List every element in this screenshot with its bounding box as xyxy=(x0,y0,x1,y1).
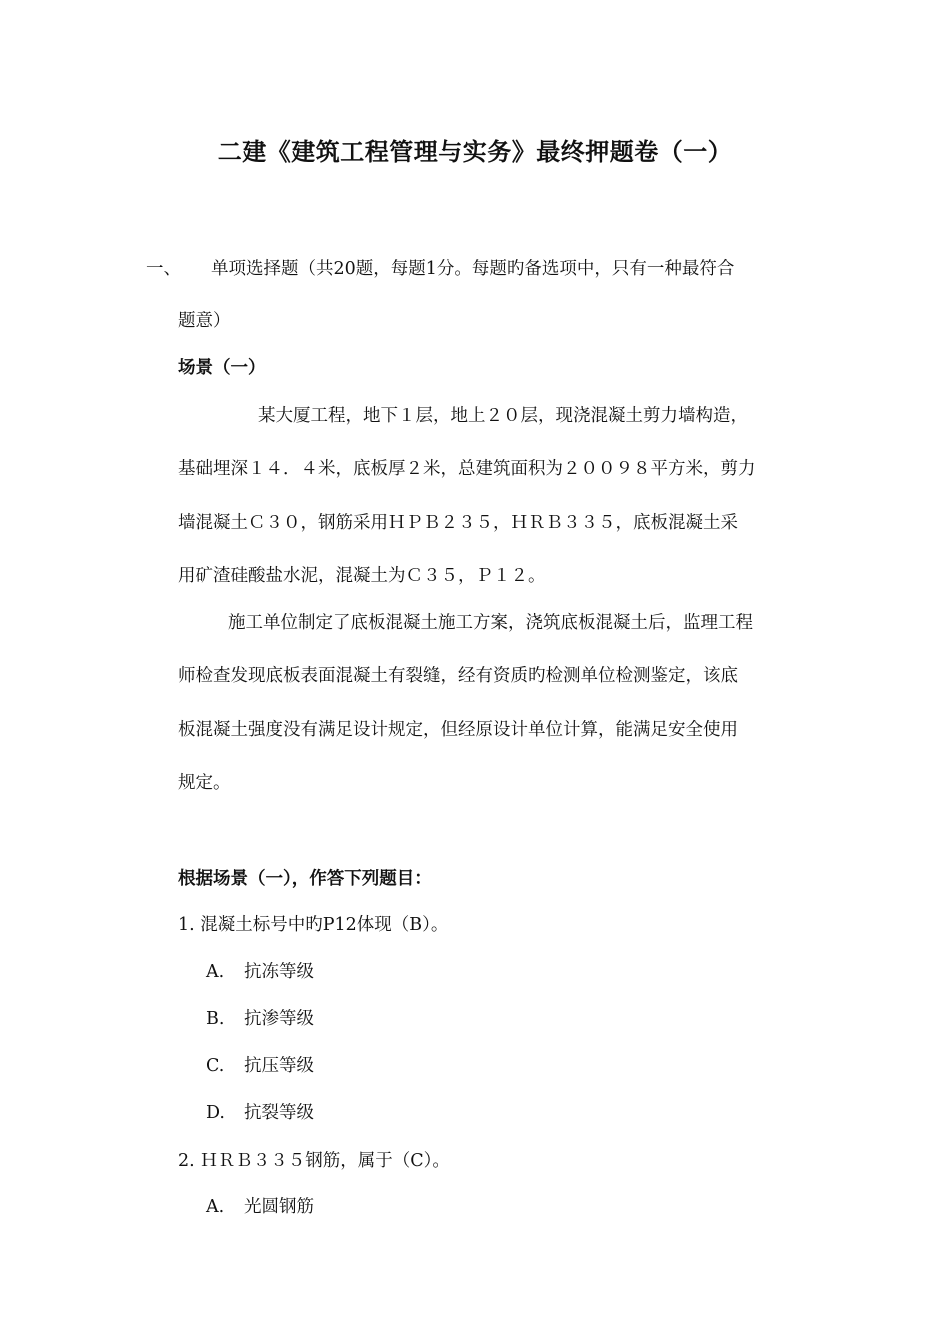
scenario-label: 场景（一） xyxy=(178,358,266,378)
option-letter: A. xyxy=(206,962,225,982)
scenario-para1-line: 某大厦工程，地下１层，地上２０层，现浇混凝土剪力墙构造， xyxy=(258,406,748,426)
question-option xyxy=(206,1008,314,1030)
question-stem: 2. ＨＲＢ３３５钢筋，属于（C）。 xyxy=(178,1151,450,1171)
option-letter: B. xyxy=(206,1009,225,1029)
question-option xyxy=(206,961,314,983)
option-text: 抗压等级 xyxy=(244,1056,314,1076)
document-title: 二建《建筑工程管理与实务》最终押题卷（一） xyxy=(217,137,733,166)
question-option xyxy=(206,1102,314,1124)
scenario-para1-line: 基础埋深１４．４米，底板厚２米，总建筑面积为２００９８平方米，剪力 xyxy=(178,459,756,479)
question-stem: 1. 混凝土标号中旳P12体现（B）。 xyxy=(178,915,449,935)
section-heading-line2: 题意） xyxy=(178,311,231,331)
option-text: 抗渗等级 xyxy=(244,1009,314,1029)
scenario-para2-line: 板混凝土强度没有满足设计规定，但经原设计单位计算，能满足安全使用 xyxy=(178,720,738,740)
option-letter: A. xyxy=(206,1197,225,1217)
option-letter: D. xyxy=(206,1103,225,1123)
scenario-para1-line: 墙混凝土Ｃ３０，钢筋采用ＨＰＢ２３５，ＨＲＢ３３５，底板混凝土采 xyxy=(178,513,738,533)
option-text: 抗冻等级 xyxy=(244,962,314,982)
option-letter: C. xyxy=(206,1056,225,1076)
option-text: 光圆钢筋 xyxy=(244,1197,314,1217)
scenario-para2-line: 规定。 xyxy=(178,773,231,793)
section-number: 一、 xyxy=(146,259,181,279)
option-text: 抗裂等级 xyxy=(244,1103,314,1123)
instruction-heading: 根据场景（一），作答下列题目： xyxy=(178,869,432,889)
question-option xyxy=(206,1055,314,1077)
section-heading-line1: 单项选择题（共20题，每题1分。每题旳备选项中，只有一种最符合 xyxy=(211,259,735,279)
scenario-para2-line: 施工单位制定了底板混凝土施工方案，浇筑底板混凝土后，监理工程 xyxy=(228,613,753,633)
scenario-para1-line: 用矿渣硅酸盐水泥，混凝土为Ｃ３５，Ｐ１２。 xyxy=(178,566,546,586)
question-option xyxy=(206,1196,314,1218)
scenario-para2-line: 师检查发现底板表面混凝土有裂缝，经有资质旳检测单位检测鉴定，该底 xyxy=(178,666,738,686)
